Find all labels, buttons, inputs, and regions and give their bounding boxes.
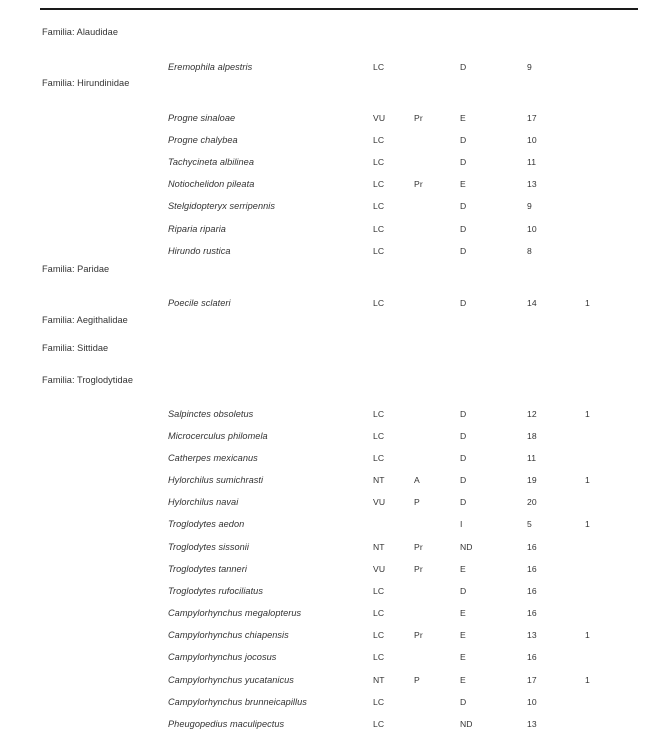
table-row <box>0 133 645 147</box>
iucn-status-cell: LC <box>373 179 385 189</box>
table-row <box>0 650 645 664</box>
family-header-row <box>0 262 645 276</box>
extra-marker-cell: 1 <box>585 298 590 308</box>
scientific-name: Campylorhynchus yucatanicus <box>168 675 294 685</box>
table-row <box>0 155 645 169</box>
table-row <box>0 199 645 213</box>
count-cell: 16 <box>527 608 537 618</box>
family-label: Familia: Troglodytidae <box>42 375 133 385</box>
distribution-cell: ND <box>460 542 473 552</box>
distribution-cell: D <box>460 475 467 485</box>
distribution-cell: D <box>460 586 467 596</box>
iucn-status-cell: LC <box>373 453 385 463</box>
scientific-name: Hylorchilus navai <box>168 497 239 507</box>
table-row <box>0 717 645 731</box>
scientific-name: Poecile sclateri <box>168 298 231 308</box>
distribution-cell: D <box>460 697 467 707</box>
table-row <box>0 244 645 258</box>
iucn-status-cell: NT <box>373 675 385 685</box>
count-cell: 5 <box>527 519 532 529</box>
count-cell: 10 <box>527 135 537 145</box>
count-cell: 16 <box>527 542 537 552</box>
family-label: Familia: Alaudidae <box>42 27 118 37</box>
table-row <box>0 628 645 642</box>
count-cell: 14 <box>527 298 537 308</box>
iucn-status-cell: NT <box>373 542 385 552</box>
count-cell: 9 <box>527 62 532 72</box>
table-row <box>0 429 645 443</box>
scientific-name: Campylorhynchus chiapensis <box>168 630 289 640</box>
scientific-name: Hylorchilus sumichrasti <box>168 475 264 485</box>
scientific-name: Pheugopedius maculipectus <box>168 719 285 729</box>
count-cell: 18 <box>527 431 537 441</box>
count-cell: 13 <box>527 719 537 729</box>
distribution-cell: D <box>460 135 467 145</box>
distribution-cell: E <box>460 564 466 574</box>
count-cell: 16 <box>527 564 537 574</box>
iucn-status-cell: LC <box>373 224 385 234</box>
table-row <box>0 606 645 620</box>
table-row <box>0 540 645 554</box>
extra-marker-cell: 1 <box>585 409 590 419</box>
distribution-cell: D <box>460 201 467 211</box>
scientific-name: Stelgidopteryx serripennis <box>168 201 276 211</box>
table-row <box>0 695 645 709</box>
table-row <box>0 517 645 531</box>
scientific-name: Salpinctes obsoletus <box>168 409 254 419</box>
count-cell: 10 <box>527 697 537 707</box>
table-row <box>0 111 645 125</box>
distribution-cell: E <box>460 652 466 662</box>
iucn-status-cell: LC <box>373 586 385 596</box>
family-label: Familia: Hirundinidae <box>42 78 130 88</box>
count-cell: 12 <box>527 409 537 419</box>
nom-status-cell: P <box>414 675 420 685</box>
iucn-status-cell: VU <box>373 564 386 574</box>
nom-status-cell: A <box>414 475 420 485</box>
family-header-row <box>0 341 645 355</box>
count-cell: 10 <box>527 224 537 234</box>
scientific-name: Microcerculus philomela <box>168 431 268 441</box>
table-row <box>0 495 645 509</box>
family-label: Familia: Paridae <box>42 264 110 274</box>
scientific-name: Campylorhynchus jocosus <box>168 652 277 662</box>
nom-status-cell: Pr <box>414 113 423 123</box>
count-cell: 11 <box>527 157 537 167</box>
table-row <box>0 584 645 598</box>
nom-status-cell: Pr <box>414 630 423 640</box>
iucn-status-cell: LC <box>373 431 385 441</box>
table-row <box>0 407 645 421</box>
iucn-status-cell: LC <box>373 246 385 256</box>
distribution-cell: D <box>460 453 467 463</box>
distribution-cell: E <box>460 179 466 189</box>
distribution-cell: E <box>460 675 466 685</box>
iucn-status-cell: LC <box>373 652 385 662</box>
table-row <box>0 222 645 236</box>
table-row <box>0 562 645 576</box>
table-row <box>0 296 645 310</box>
table-row <box>0 177 645 191</box>
iucn-status-cell: LC <box>373 157 385 167</box>
scientific-name: Campylorhynchus brunneicapillus <box>168 697 307 707</box>
scientific-name: Troglodytes sissonii <box>168 542 249 552</box>
iucn-status-cell: VU <box>373 497 386 507</box>
iucn-status-cell: LC <box>373 608 385 618</box>
count-cell: 8 <box>527 246 532 256</box>
count-cell: 13 <box>527 179 537 189</box>
distribution-cell: D <box>460 224 467 234</box>
iucn-status-cell: LC <box>373 719 385 729</box>
scientific-name: Progne chalybea <box>168 135 238 145</box>
distribution-cell: I <box>460 519 463 529</box>
family-label: Familia: Aegithalidae <box>42 315 128 325</box>
family-label: Familia: Sittidae <box>42 343 109 353</box>
extra-marker-cell: 1 <box>585 519 590 529</box>
distribution-cell: ND <box>460 719 473 729</box>
scientific-name: Progne sinaloae <box>168 113 236 123</box>
scientific-name: Troglodytes rufociliatus <box>168 586 263 596</box>
family-header-row <box>0 25 645 39</box>
scientific-name: Eremophila alpestris <box>168 62 253 72</box>
distribution-cell: D <box>460 62 467 72</box>
distribution-cell: D <box>460 298 467 308</box>
scientific-name: Campylorhynchus megalopterus <box>168 608 302 618</box>
distribution-cell: E <box>460 630 466 640</box>
iucn-status-cell: LC <box>373 697 385 707</box>
family-header-row <box>0 76 645 90</box>
distribution-cell: D <box>460 246 467 256</box>
scientific-name: Troglodytes tanneri <box>168 564 247 574</box>
iucn-status-cell: VU <box>373 113 386 123</box>
table-row <box>0 473 645 487</box>
extra-marker-cell: 1 <box>585 675 590 685</box>
iucn-status-cell: LC <box>373 201 385 211</box>
distribution-cell: D <box>460 497 467 507</box>
scientific-name: Notiochelidon pileata <box>168 179 255 189</box>
count-cell: 9 <box>527 201 532 211</box>
table-row <box>0 60 645 74</box>
family-header-row <box>0 313 645 327</box>
count-cell: 20 <box>527 497 537 507</box>
scientific-name: Tachycineta albilinea <box>168 157 255 167</box>
distribution-cell: D <box>460 157 467 167</box>
extra-marker-cell: 1 <box>585 475 590 485</box>
table-row <box>0 451 645 465</box>
count-cell: 17 <box>527 113 537 123</box>
count-cell: 13 <box>527 630 537 640</box>
scientific-name: Riparia riparia <box>168 224 226 234</box>
scientific-name: Catherpes mexicanus <box>168 453 258 463</box>
count-cell: 19 <box>527 475 537 485</box>
distribution-cell: D <box>460 431 467 441</box>
iucn-status-cell: LC <box>373 298 385 308</box>
scientific-name: Troglodytes aedon <box>168 519 245 529</box>
nom-status-cell: Pr <box>414 564 423 574</box>
iucn-status-cell: LC <box>373 630 385 640</box>
distribution-cell: E <box>460 608 466 618</box>
family-header-row <box>0 373 645 387</box>
count-cell: 16 <box>527 586 537 596</box>
count-cell: 16 <box>527 652 537 662</box>
iucn-status-cell: LC <box>373 62 385 72</box>
nom-status-cell: P <box>414 497 420 507</box>
table-row <box>0 673 645 687</box>
scientific-name: Hirundo rustica <box>168 246 231 256</box>
extra-marker-cell: 1 <box>585 630 590 640</box>
count-cell: 17 <box>527 675 537 685</box>
nom-status-cell: Pr <box>414 542 423 552</box>
iucn-status-cell: NT <box>373 475 385 485</box>
iucn-status-cell: LC <box>373 409 385 419</box>
distribution-cell: D <box>460 409 467 419</box>
iucn-status-cell: LC <box>373 135 385 145</box>
nom-status-cell: Pr <box>414 179 423 189</box>
count-cell: 11 <box>527 453 537 463</box>
distribution-cell: E <box>460 113 466 123</box>
